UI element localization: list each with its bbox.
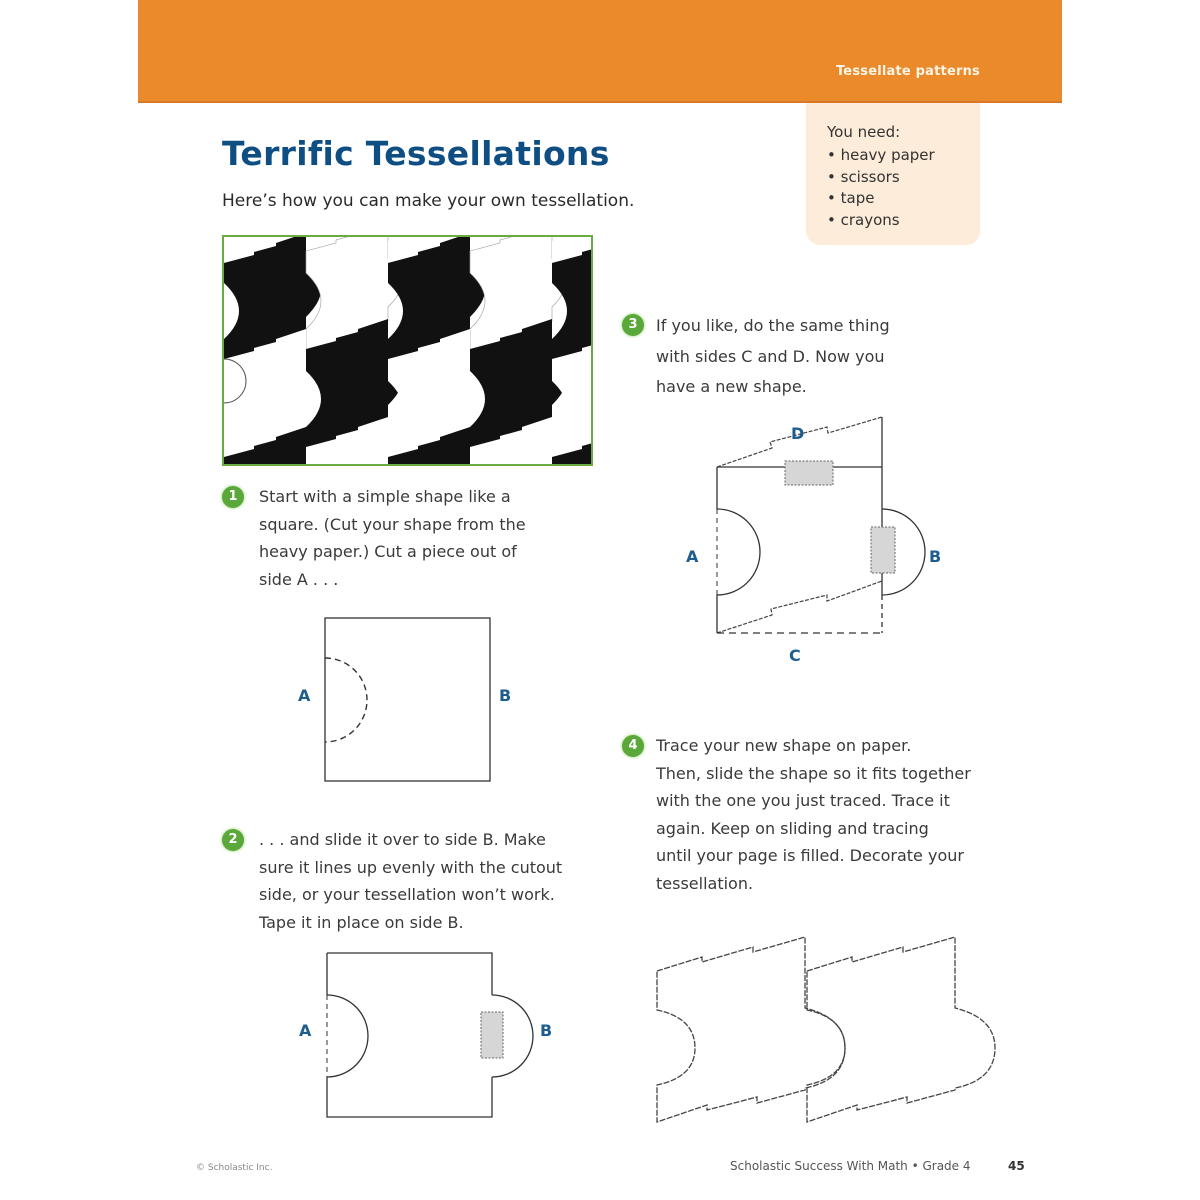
step-3-badge: 3 [622, 314, 644, 336]
step-3-text [656, 311, 890, 403]
label-side-c: C [789, 646, 801, 665]
header-band [138, 0, 1062, 103]
step-1-badge: 1 [222, 486, 244, 508]
supplies-list [827, 145, 935, 231]
label-side-a: A [298, 686, 311, 705]
diagram-1-square-with-cutout [290, 610, 530, 790]
diagram-4-traced-shapes [645, 925, 1005, 1135]
label-side-a: A [686, 547, 699, 566]
traced-shape-1 [657, 937, 845, 1122]
supplies-title: You need: [827, 123, 901, 141]
diagram-2-slid-cutout [290, 945, 570, 1125]
diagram-3-new-shape [675, 415, 955, 675]
step-2-text [259, 826, 562, 936]
intro-text: Here’s how you can make your own tessellation. [222, 191, 635, 211]
tessellation-pattern [224, 237, 591, 464]
tape-piece-right [871, 527, 895, 573]
square-outline [325, 618, 490, 781]
step-line: . . . and slide it over to side B. Make [259, 830, 546, 849]
step-1-text [259, 483, 526, 593]
step-line: If you like, do the same thing [656, 316, 890, 335]
section-label: Tessellate patterns [835, 64, 980, 79]
step-2-badge: 2 [222, 829, 244, 851]
step-line: Then, slide the shape so it fits together [656, 763, 971, 783]
step-line: tessellation. [656, 873, 754, 893]
tessellation-pattern-image [222, 235, 593, 466]
step-line: sure it lines up evenly with the cutout [259, 857, 563, 877]
label-side-b: B [499, 686, 512, 705]
page-number: 45 [1008, 1159, 1025, 1173]
edge-c-zigzag [717, 581, 882, 633]
step-line: heavy paper.) Cut a piece out of [259, 542, 517, 561]
page-title: Terrific Tessellations [222, 134, 610, 173]
step-line: Start with a simple shape like a [259, 487, 511, 506]
step-line: side, or your tessellation won’t work. [259, 885, 555, 904]
label-side-b: B [929, 547, 942, 566]
label-side-b: B [540, 1021, 553, 1040]
cutout-dashed-arc [325, 658, 367, 742]
step-line: square. (Cut your shape from the [259, 514, 526, 534]
book-title: Scholastic Success With Math • Grade 4 [730, 1159, 971, 1173]
supply-item: • tape [827, 188, 935, 210]
cutout-arc [717, 509, 760, 595]
supply-item: • scissors [827, 167, 935, 189]
step-line: with sides C and D. Now you [656, 346, 885, 366]
step-line: until your page is filled. Decorate your [656, 846, 964, 865]
supply-item: • heavy paper [827, 145, 935, 167]
step-line: again. Keep on sliding and tracing [656, 818, 929, 838]
supply-item: • crayons [827, 210, 935, 232]
supplies-box [806, 103, 980, 245]
cutout-arc [327, 995, 368, 1077]
label-side-d: D [791, 424, 805, 443]
copyright: © Scholastic Inc. [196, 1163, 273, 1173]
step-4-text [656, 732, 971, 897]
step-line: Trace your new shape on paper. [656, 736, 912, 755]
step-line: side A . . . [259, 569, 339, 589]
step-line: Tape it in place on side B. [259, 912, 464, 932]
tape-piece-top [785, 461, 833, 485]
step-4-badge: 4 [622, 735, 644, 757]
step-line: have a new shape. [656, 377, 807, 396]
traced-shape-2 [807, 937, 995, 1122]
step-line: with the one you just traced. Trace it [656, 791, 950, 810]
tape-piece [481, 1012, 503, 1058]
label-side-a: A [299, 1021, 312, 1040]
